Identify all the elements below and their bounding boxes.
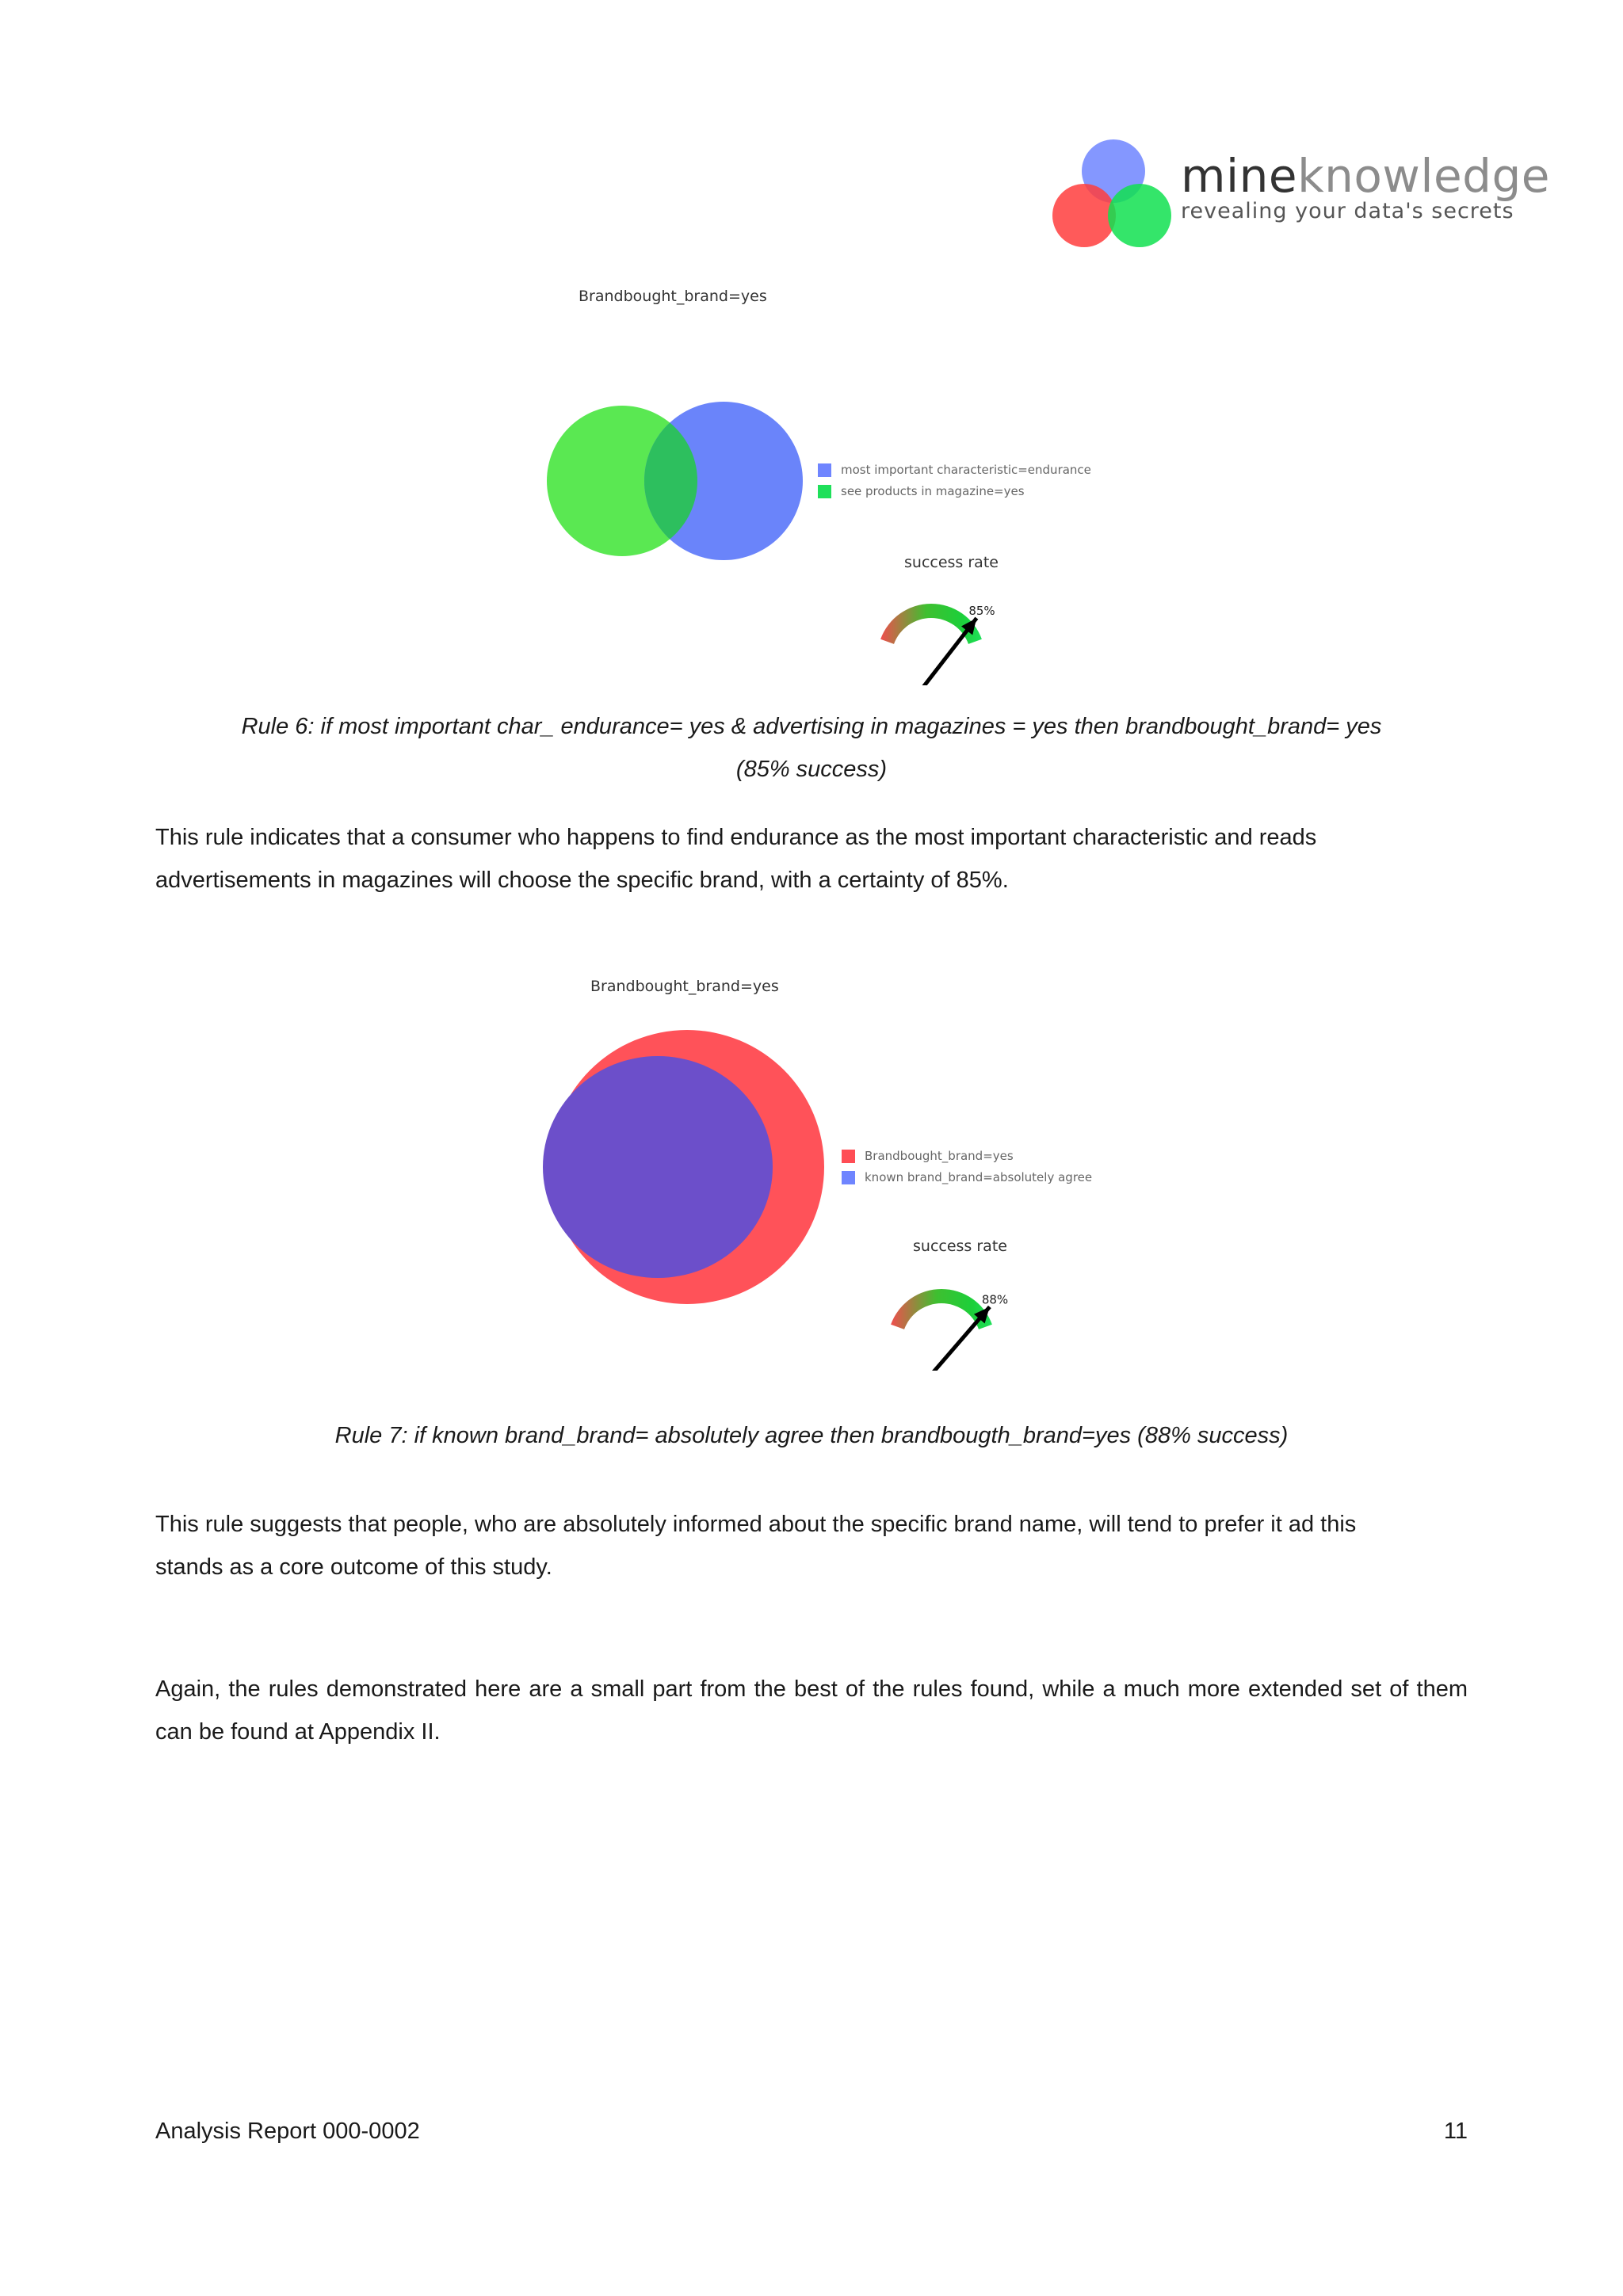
figure1-title: Brandbought_brand=yes — [579, 288, 767, 305]
rule6-caption-line2: (85% success) — [735, 757, 888, 782]
figure2-venn — [539, 1026, 840, 1311]
logo-tagline: revealing your data's secrets — [1181, 199, 1514, 223]
figure1-legend-label: most important characteristic=endurance — [841, 463, 1091, 477]
logo-name-part1: mine — [1181, 149, 1298, 203]
figure2-gauge-value: 88% — [981, 1292, 1009, 1307]
figure2-title: Brandbought_brand=yes — [590, 978, 779, 995]
figure1-gauge — [872, 582, 1030, 685]
figure1-gauge-title: success rate — [904, 554, 999, 571]
figure1-venn — [539, 396, 816, 566]
rule6-caption — [0, 705, 1623, 791]
figure1-legend-swatch — [818, 463, 831, 477]
rule7-paragraph: This rule suggests that people, who are absolutely informed about the specific brand name, will tend to prefer it ad this stands as a core outcome of this study. — [155, 1512, 1357, 1580]
figure2-legend-item — [842, 1149, 1014, 1163]
rule7-caption: Rule 7: if known brand_brand= absolutely agree then brandbougth_brand=yes (88% success) — [334, 1423, 1289, 1448]
figure1-gauge-value: 85% — [968, 604, 995, 619]
logo-name — [1181, 151, 1550, 201]
figure1-legend-label: see products in magazine=yes — [841, 484, 1025, 498]
closing-paragraph: Again, the rules demonstrated here are a small part from the best of the rules found, while a much more extended set of them can be found at Appendix II. — [155, 1676, 1468, 1745]
page-number: 11 — [1443, 2119, 1468, 2144]
figure2-legend-label: known brand_brand=absolutely agree — [865, 1170, 1093, 1184]
figure2-circle-b — [543, 1056, 773, 1278]
logo-name-part2: knowledge — [1297, 149, 1550, 203]
figure2-legend-label: Brandbought_brand=yes — [865, 1149, 1014, 1163]
figure2-legend-swatch — [842, 1171, 855, 1184]
figure2-legend-item — [842, 1170, 1092, 1184]
rule6-paragraph: This rule indicates that a consumer who happens to find endurance as the most important characteristic and reads advertisements in magazines will choose the specific brand, with a certainty of 85%. — [155, 825, 1317, 893]
figure2-legend-swatch — [842, 1150, 855, 1163]
figure2-gauge-title: success rate — [913, 1238, 1007, 1255]
logo — [1181, 151, 1550, 225]
footer-title: Analysis Report 000-0002 — [155, 2119, 420, 2144]
logo-mark — [1046, 133, 1189, 252]
figure1-legend-item — [818, 484, 1025, 498]
figure2-gauge — [882, 1268, 1041, 1371]
figure1-legend-swatch — [818, 485, 831, 498]
figure1-legend-item — [818, 463, 1091, 477]
rule6-caption-line1: Rule 6: if most important char_ endurance= yes & advertising in magazines = yes then brandbought_brand= yes — [241, 714, 1382, 739]
